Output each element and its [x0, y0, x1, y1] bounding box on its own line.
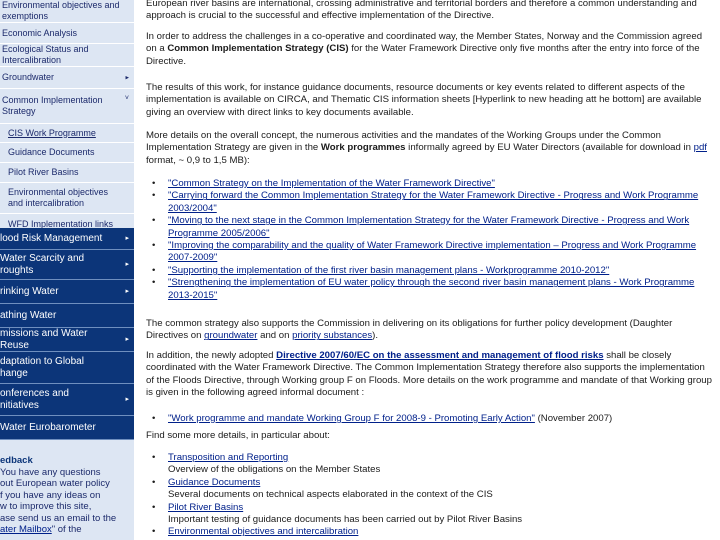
chevron-right-icon: ▸ — [125, 335, 129, 343]
work-programmes-bold: Work programmes — [320, 142, 406, 154]
chevron-right-icon: ▸ — [125, 287, 129, 295]
sidebar-section-label: missions and Water Reuse — [0, 327, 88, 351]
list-item — [146, 413, 712, 425]
bullet: • — [152, 277, 156, 289]
daughter-directives-paragraph — [146, 318, 712, 343]
groundwater-link[interactable]: groundwater — [204, 330, 258, 342]
work-programme-link[interactable]: "Moving to the next stage in the Common Implementation Strategy for the Water Framework Directive - Progress and Work Programme 2005/2006" — [168, 215, 690, 239]
detail-description: Important testing of guidance documents has been carried out by Pilot River Basins — [168, 514, 523, 526]
floods-workprogramme-link[interactable]: "Work programme and mandate Working Group F for 2008-9 - Promoting Early Action" — [168, 413, 535, 424]
sidebar-item[interactable] — [0, 44, 134, 67]
sidebar-item-label: Guidance Documents — [8, 147, 95, 157]
bullet: • — [152, 215, 156, 227]
sidebar-item[interactable] — [0, 89, 134, 124]
list-item — [146, 277, 712, 302]
feedback-line: w to improve this site, — [0, 501, 92, 512]
bullet: • — [152, 452, 156, 463]
sidebar-section-item[interactable] — [0, 416, 134, 440]
detail-topic-link[interactable]: Transposition and Reporting — [168, 452, 289, 463]
feedback-line: f you have any ideas on — [0, 489, 101, 501]
wp-text-b: informally agreed by EU Water Directors (available for download in — [405, 142, 694, 154]
feedback-line-tail: " of the — [51, 524, 82, 535]
sidebar-item-label: Pilot River Basins — [8, 167, 79, 177]
list-item — [146, 240, 712, 265]
detail-topic-link[interactable]: Pilot River Basins — [168, 501, 244, 513]
feedback-line: ase send us an email to the — [0, 512, 117, 524]
sidebar-section-item[interactable] — [0, 228, 134, 250]
chevron-right-icon: ▸ — [125, 260, 129, 268]
dd-text-c: ). — [372, 330, 379, 342]
more-details-paragraph: Find some more details, in particular about: — [146, 430, 330, 441]
sidebar-item[interactable] — [0, 23, 134, 44]
work-programmes-paragraph — [146, 130, 712, 167]
list-item — [146, 190, 712, 215]
work-programme-link[interactable]: "Supporting the implementation of the first river basin management plans - Workprogramme 2010-2012" — [168, 264, 610, 276]
feedback-title: edback — [0, 455, 33, 466]
sidebar-section-item[interactable] — [0, 384, 134, 416]
sidebar-item-label: CIS Work Programme — [8, 127, 96, 138]
sidebar-item[interactable] — [0, 124, 134, 143]
list-item — [146, 452, 712, 477]
sidebar-item-label: Environmental objectives and intercalibration — [8, 187, 109, 208]
bullet: • — [152, 240, 156, 252]
work-programme-link[interactable]: "Improving the comparability and the quality of Water Framework Directive implementation – Progress and Work Programme 2007-2009" — [168, 240, 697, 264]
sidebar-section-label: daptation to Global hange — [0, 355, 84, 379]
list-item — [146, 215, 712, 240]
cis-paragraph — [146, 31, 712, 68]
list-item — [146, 526, 712, 538]
work-programme-link[interactable]: "Carrying forward the Common Implementation Strategy for the Water Framework Directive - Progress and Work Programme 2003/2004" — [168, 190, 699, 214]
feedback-box — [0, 455, 134, 536]
sidebar-item-label: Environmental objectives and exemptions — [2, 0, 120, 21]
floods-doc-list — [146, 413, 712, 425]
pdf-link[interactable]: pdf — [693, 142, 707, 154]
work-programme-link[interactable]: "Strengthening the implementation of EU water policy through the second river basin management plans - Work Programme 2013-2015" — [168, 277, 695, 301]
detail-description: Overview of the obligations on the Member States — [168, 464, 381, 476]
bullet: • — [152, 413, 156, 424]
sidebar-section-item[interactable] — [0, 280, 134, 304]
chevron-down-icon: ˅ — [124, 95, 129, 102]
list-item — [146, 477, 712, 502]
sidebar-section-label: Water Eurobarometer — [0, 421, 96, 433]
floods-paragraph — [146, 350, 712, 400]
sidebar-section-label: lood Risk Management — [0, 232, 103, 244]
chevron-right-icon: ▸ — [125, 74, 129, 81]
sidebar-dark-menu — [0, 228, 134, 440]
bullet: • — [152, 476, 156, 488]
sidebar-item-label: Groundwater — [2, 72, 55, 82]
sidebar-light-menu — [0, 0, 134, 235]
bullet: • — [152, 264, 156, 276]
detail-description: Several documents on technical aspects elaborated in the context of the CIS — [168, 489, 493, 501]
chevron-right-icon: ▸ — [125, 234, 129, 242]
dd-text-a: The common strategy also supports the Commission in delivering on its obligations for further policy development (Daughter Directives on — [146, 318, 673, 342]
intro-paragraph: European river basins are international, crossing administrative and territorial borders and therefore a common understanding and approach is crucial to the successful and effective implementation of the Directive. — [146, 0, 697, 22]
sidebar-item[interactable] — [0, 0, 134, 23]
left-navigation — [0, 0, 134, 540]
sidebar-section-item[interactable] — [0, 250, 134, 280]
sidebar-item-label: Ecological Status and Intercalibration — [2, 44, 89, 65]
dd-text-b: and on — [257, 330, 293, 342]
detail-topic-link[interactable]: Guidance Documents — [168, 476, 261, 488]
sidebar-item[interactable] — [0, 67, 134, 89]
sidebar-item-label: Economic Analysis — [2, 27, 78, 38]
floods-text-a: In addition, the newly adopted — [146, 350, 277, 361]
floods-text-b: shall be closely coordinated with the Water Framework Directive. The Common Implementation Strategy therefore also supports the implementation of the Floods Directive, through Working group F on Floods. More details on the work programme and mandate of that Working group is given in the following agreed informal document : — [146, 350, 712, 399]
work-programme-link[interactable]: "Common Strategy on the Implementation of the Water Framework Directive" — [168, 178, 495, 189]
wp-text-a: More details on the overall concept, the numerous activities and the mandates of the Working Groups under the Common Implementation Strategy are given in the — [146, 130, 661, 154]
sidebar-section-item[interactable] — [0, 304, 134, 328]
priority-substances-link[interactable]: priority substances — [292, 330, 373, 342]
bullet: • — [152, 526, 156, 538]
list-item — [146, 178, 712, 190]
results-paragraph: The results of this work, for instance guidance documents, resource documents or key events related to different aspects of the implementation is available on CIRCA, and Thematic CIS information sheets [Hyperlink to new heading att he bottom] are available giving an overview with direct links to key documents available. — [146, 82, 702, 118]
detail-topic-link[interactable]: Environmental objectives and intercalibration — [168, 526, 359, 538]
floods-directive-link[interactable]: Directive 2007/60/EC on the assessment and management of flood risks — [276, 350, 604, 361]
main-content — [136, 0, 718, 540]
cis-text-b: for the Water Framework Directive only five months after the entry into force of the Directive. — [146, 43, 700, 67]
sidebar-item[interactable] — [0, 143, 134, 163]
sidebar-section-label: athing Water — [0, 309, 57, 321]
bullet: • — [152, 190, 156, 202]
sidebar-section-item[interactable] — [0, 352, 134, 384]
chevron-right-icon: ▸ — [125, 395, 129, 403]
bullet: • — [152, 501, 156, 513]
cis-text-a: In order to address the challenges in a co-operative and coordinated way, the Member States, Norway and the Commission agreed on a — [146, 31, 703, 55]
feedback-line: out European water policy — [0, 478, 110, 489]
floods-link-tail: (November 2007) — [534, 413, 613, 424]
sidebar-item-label: Common Implementation Strategy — [2, 95, 103, 116]
sidebar-section-label: Water Scarcity and roughts — [0, 252, 85, 276]
sidebar-section-label: rinking Water — [0, 285, 59, 297]
sidebar-section-item[interactable] — [0, 328, 134, 352]
cis-strategy-bold: Common Implementation Strategy (CIS) — [167, 43, 349, 55]
wp-text-c: format, ~ 0,9 to 1,5 MB): — [146, 154, 250, 166]
sidebar-item-label: WFD Implementation links — [8, 218, 114, 229]
sidebar-item[interactable] — [0, 163, 134, 183]
sidebar-section-label: onferences and nitiatives — [0, 387, 69, 411]
bullet: • — [152, 178, 156, 189]
water-mailbox-link[interactable]: ater Mailbox — [0, 524, 52, 535]
feedback-line: You have any questions — [0, 466, 101, 478]
work-programme-list — [146, 178, 712, 302]
list-item — [146, 502, 712, 527]
details-list — [146, 452, 712, 539]
list-item — [146, 265, 712, 277]
sidebar-item[interactable] — [0, 183, 134, 214]
